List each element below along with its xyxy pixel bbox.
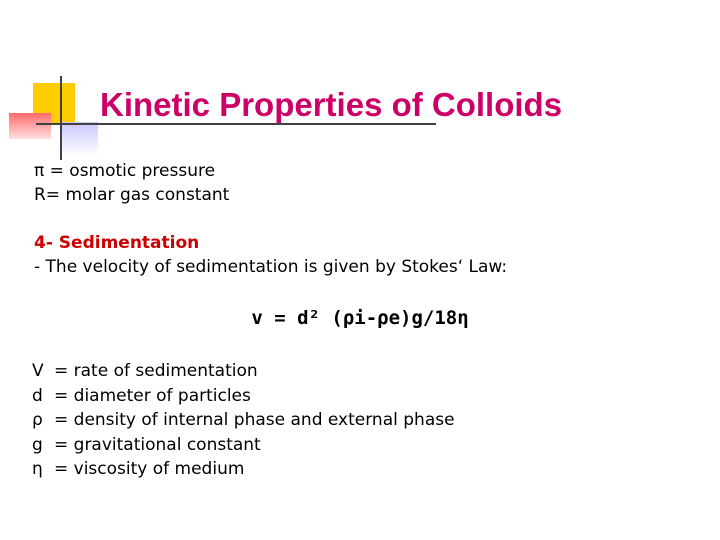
definition-text: = viscosity of medium	[54, 459, 245, 479]
definition-text: = gravitational constant	[54, 434, 261, 455]
definition-symbol: V	[32, 361, 44, 381]
definition-item	[32, 384, 455, 409]
definition-symbol: d	[32, 385, 43, 406]
definition-text: = diameter of particles	[54, 385, 251, 406]
definition-text: = rate of sedimentation	[54, 361, 258, 381]
definition-item	[32, 457, 455, 482]
definition-symbol: g	[32, 434, 43, 455]
definition-symbol: ρ	[32, 410, 43, 430]
sedimentation-description: - The velocity of sedimentation is given by Stokes‘ Law:	[34, 257, 508, 277]
definition-list	[32, 359, 455, 482]
decor-red-square	[9, 113, 51, 139]
decor-vertical-line	[60, 76, 62, 160]
definition-symbol: η	[32, 459, 43, 479]
definition-item	[32, 359, 455, 384]
stokes-law-formula: v = d² (ρi-ρe)g/18η	[251, 307, 469, 329]
definition-item	[32, 408, 455, 433]
definition-item	[32, 433, 455, 458]
decor-blue-square	[62, 122, 98, 156]
osmotic-pressure-definition: π = osmotic pressure	[34, 161, 216, 181]
slide-title: Kinetic Properties of Colloids	[100, 86, 563, 123]
definition-text: = density of internal phase and external phase	[54, 410, 455, 430]
sedimentation-heading: 4- Sedimentation	[34, 233, 200, 253]
gas-constant-definition: R= molar gas constant	[34, 185, 230, 205]
